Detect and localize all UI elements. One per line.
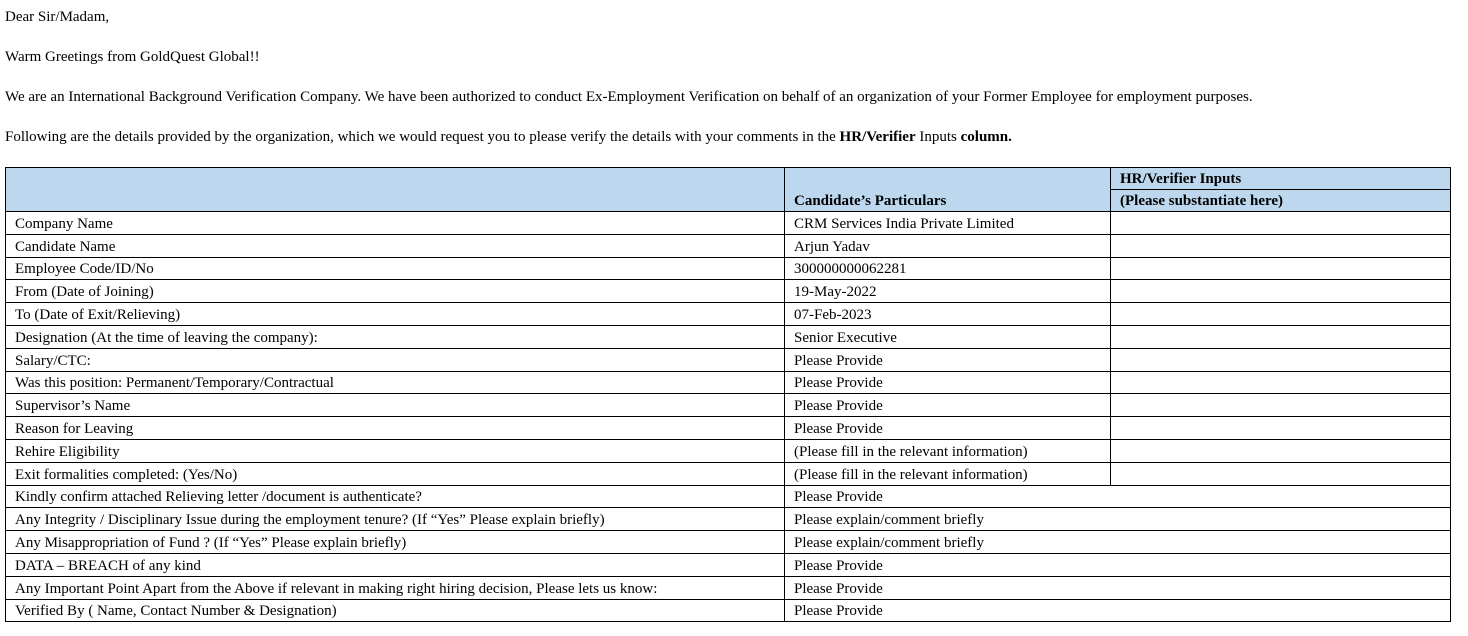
table-row: [6, 417, 1451, 440]
header-hr-verifier-inputs: HR/Verifier Inputs: [1111, 168, 1451, 190]
row-label: Employee Code/ID/No: [6, 257, 785, 280]
hr-input-cell[interactable]: [1111, 417, 1451, 440]
row-label: Verified By ( Name, Contact Number & Designation): [6, 599, 785, 622]
row-value: 19-May-2022: [785, 280, 1111, 303]
table-row: [6, 576, 1451, 599]
table-row: [6, 371, 1451, 394]
row-value: CRM Services India Private Limited: [785, 212, 1111, 235]
row-value: Please Provide: [785, 394, 1111, 417]
table-row: [6, 531, 1451, 554]
table-row: [6, 553, 1451, 576]
row-value: Arjun Yadav: [785, 234, 1111, 257]
hr-input-cell[interactable]: [1111, 257, 1451, 280]
row-label: Any Integrity / Disciplinary Issue during the employment tenure? (If “Yes” Please explain briefly): [6, 508, 785, 531]
row-label: Any Important Point Apart from the Above if relevant in making right hiring decision, Please lets us know:: [6, 576, 785, 599]
hr-input-cell[interactable]: [1111, 394, 1451, 417]
row-value: 300000000062281: [785, 257, 1111, 280]
request-text-mid: Inputs: [915, 129, 961, 145]
table-row: [6, 257, 1451, 280]
request-bold-hr: HR/Verifier: [839, 129, 916, 145]
row-label: Company Name: [6, 212, 785, 235]
table-row: [6, 508, 1451, 531]
header-blank: [6, 168, 785, 212]
row-label: Candidate Name: [6, 234, 785, 257]
row-value: Please Provide: [785, 599, 1451, 622]
row-value: (Please fill in the relevant information): [785, 439, 1111, 462]
request-bold-column: column.: [960, 129, 1012, 145]
row-label: Was this position: Permanent/Temporary/Contractual: [6, 371, 785, 394]
verification-table: [5, 167, 1451, 622]
row-label: Designation (At the time of leaving the company):: [6, 325, 785, 348]
row-label: Salary/CTC:: [6, 348, 785, 371]
row-value: Please Provide: [785, 348, 1111, 371]
intro-paragraph: We are an International Background Verification Company. We have been authorized to conduct Ex-Employment Verification on behalf of an organization of your Former Employee for employment purposes.: [5, 89, 1253, 105]
hr-input-cell[interactable]: [1111, 371, 1451, 394]
row-value: Please Provide: [785, 485, 1451, 508]
table-row: [6, 212, 1451, 235]
table-row: [6, 599, 1451, 622]
greeting: Warm Greetings from GoldQuest Global!!: [5, 49, 260, 65]
row-label: Any Misappropriation of Fund ? (If “Yes” Please explain briefly): [6, 531, 785, 554]
row-label: Exit formalities completed: (Yes/No): [6, 462, 785, 485]
row-label: To (Date of Exit/Relieving): [6, 303, 785, 326]
row-label: Reason for Leaving: [6, 417, 785, 440]
hr-input-cell[interactable]: [1111, 348, 1451, 371]
hr-input-cell[interactable]: [1111, 280, 1451, 303]
row-value: 07-Feb-2023: [785, 303, 1111, 326]
row-label: Kindly confirm attached Relieving letter /document is authenticate?: [6, 485, 785, 508]
row-label: Supervisor’s Name: [6, 394, 785, 417]
table-row: [6, 439, 1451, 462]
table-row: [6, 234, 1451, 257]
header-hr-substantiate: (Please substantiate here): [1111, 190, 1451, 212]
row-value: Please Provide: [785, 417, 1111, 440]
hr-input-cell[interactable]: [1111, 212, 1451, 235]
table-row: [6, 394, 1451, 417]
row-label: From (Date of Joining): [6, 280, 785, 303]
table-row: [6, 280, 1451, 303]
hr-input-cell[interactable]: [1111, 439, 1451, 462]
table-row: [6, 485, 1451, 508]
table-row: [6, 462, 1451, 485]
row-value: Please explain/comment briefly: [785, 508, 1451, 531]
row-label: Rehire Eligibility: [6, 439, 785, 462]
request-text-start: Following are the details provided by the organization, which we would request you to please verify the details with your comments in the: [5, 129, 840, 145]
request-paragraph: [5, 128, 1012, 146]
table-row: [6, 348, 1451, 371]
row-value: Please Provide: [785, 371, 1111, 394]
row-value: Please explain/comment briefly: [785, 531, 1451, 554]
row-value: (Please fill in the relevant information): [785, 462, 1111, 485]
hr-input-cell[interactable]: [1111, 325, 1451, 348]
row-value: Senior Executive: [785, 325, 1111, 348]
row-label: DATA – BREACH of any kind: [6, 553, 785, 576]
salutation: Dear Sir/Madam,: [5, 9, 110, 25]
table-row: [6, 325, 1451, 348]
hr-input-cell[interactable]: [1111, 303, 1451, 326]
hr-input-cell[interactable]: [1111, 462, 1451, 485]
hr-input-cell[interactable]: [1111, 234, 1451, 257]
header-candidate-particulars: Candidate’s Particulars: [785, 168, 1111, 212]
table-row: [6, 303, 1451, 326]
row-value: Please Provide: [785, 576, 1451, 599]
row-value: Please Provide: [785, 553, 1451, 576]
